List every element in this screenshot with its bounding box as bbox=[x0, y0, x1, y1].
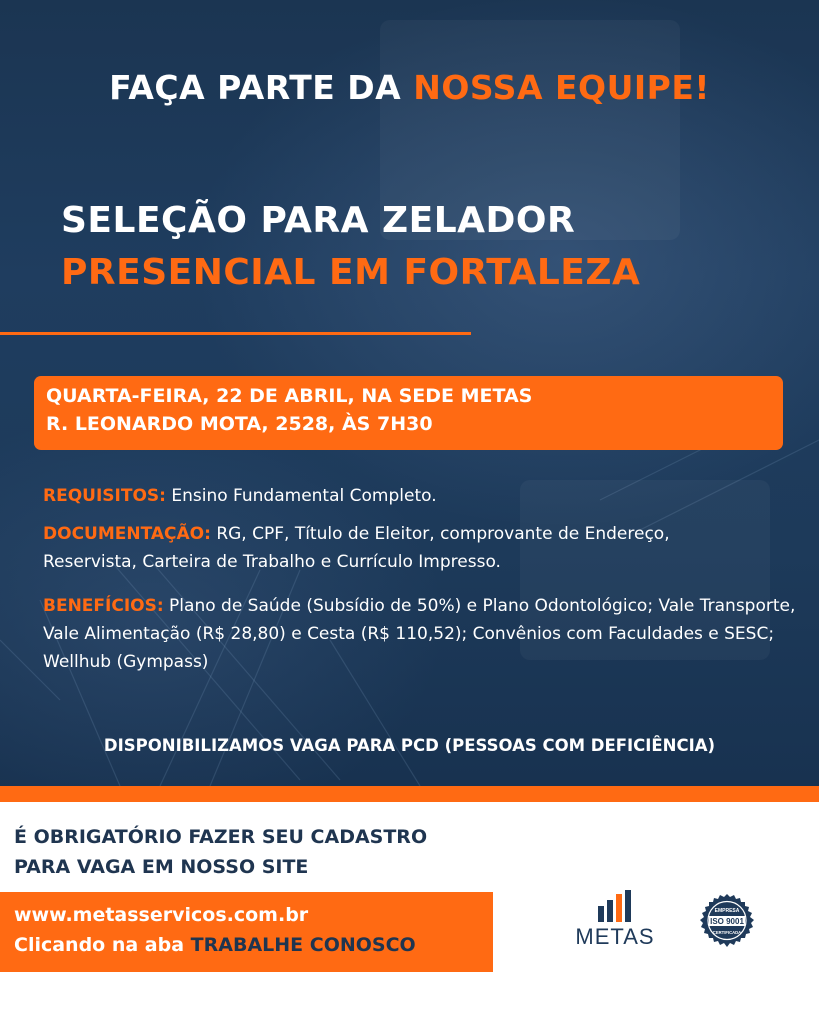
headline bbox=[0, 68, 819, 107]
event-details-box bbox=[34, 376, 783, 450]
registration-notice bbox=[14, 822, 427, 882]
logo-text: METAS bbox=[575, 924, 655, 949]
headline-highlight: NOSSA EQUIPE! bbox=[413, 68, 710, 107]
title-line-1: SELEÇÃO PARA ZELADOR bbox=[61, 200, 576, 241]
iso-seal bbox=[699, 893, 755, 949]
beneficios-value: Plano de Saúde (Subsídio de 50%) e Plano Odontológico; Vale Transporte, Vale Alimentação (R$ 28,80) e Cesta (R$ 110,52); Convênios com Faculdades e SESC; Wellhub (Gympass) bbox=[43, 596, 796, 672]
requisitos-value: Ensino Fundamental Completo. bbox=[165, 486, 437, 506]
requisitos-label: REQUISITOS: bbox=[43, 486, 166, 506]
title-line-2: PRESENCIAL EM FORTALEZA bbox=[61, 252, 641, 293]
metas-logo bbox=[560, 888, 670, 948]
registration-line-1: É OBRIGATÓRIO FAZER SEU CADASTRO bbox=[14, 826, 428, 848]
beneficios-label: BENEFÍCIOS: bbox=[43, 596, 164, 616]
event-address-time: R. LEONARDO MOTA, 2528, ÀS 7H30 bbox=[46, 413, 433, 435]
iso-top-text: EMPRESA bbox=[714, 908, 740, 914]
cta-instruction bbox=[14, 934, 416, 956]
website-cta-box bbox=[0, 892, 493, 972]
iso-main-text: ISO 9001 bbox=[710, 917, 744, 926]
cta-tab-name: TRABALHE CONOSCO bbox=[190, 934, 416, 956]
documentacao-text bbox=[43, 520, 723, 576]
cta-prefix: Clicando na aba bbox=[14, 934, 191, 956]
bar-chart-logo-icon bbox=[560, 888, 670, 928]
website-link[interactable]: www.metasservicos.com.br bbox=[14, 904, 309, 926]
iso-bottom-text: CERTIFICADA bbox=[712, 930, 742, 935]
beneficios-text bbox=[43, 592, 803, 676]
requisitos-text bbox=[43, 482, 783, 510]
iso-badge-icon bbox=[699, 893, 755, 949]
pcd-notice: DISPONIBILIZAMOS VAGA PARA PCD (PESSOAS COM DEFICIÊNCIA) bbox=[103, 736, 716, 755]
headline-prefix: FAÇA PARTE DA bbox=[109, 68, 414, 107]
divider bbox=[0, 332, 471, 335]
registration-line-2: PARA VAGA EM NOSSO SITE bbox=[14, 856, 309, 878]
documentacao-value: RG, CPF, Título de Eleitor, comprovante de Endereço, Reservista, Carteira de Trabalho e Currículo Impresso. bbox=[43, 524, 670, 572]
event-date-location: QUARTA-FEIRA, 22 DE ABRIL, NA SEDE METAS bbox=[46, 385, 533, 407]
documentacao-label: DOCUMENTAÇÃO: bbox=[43, 524, 211, 544]
orange-strip bbox=[0, 786, 819, 802]
